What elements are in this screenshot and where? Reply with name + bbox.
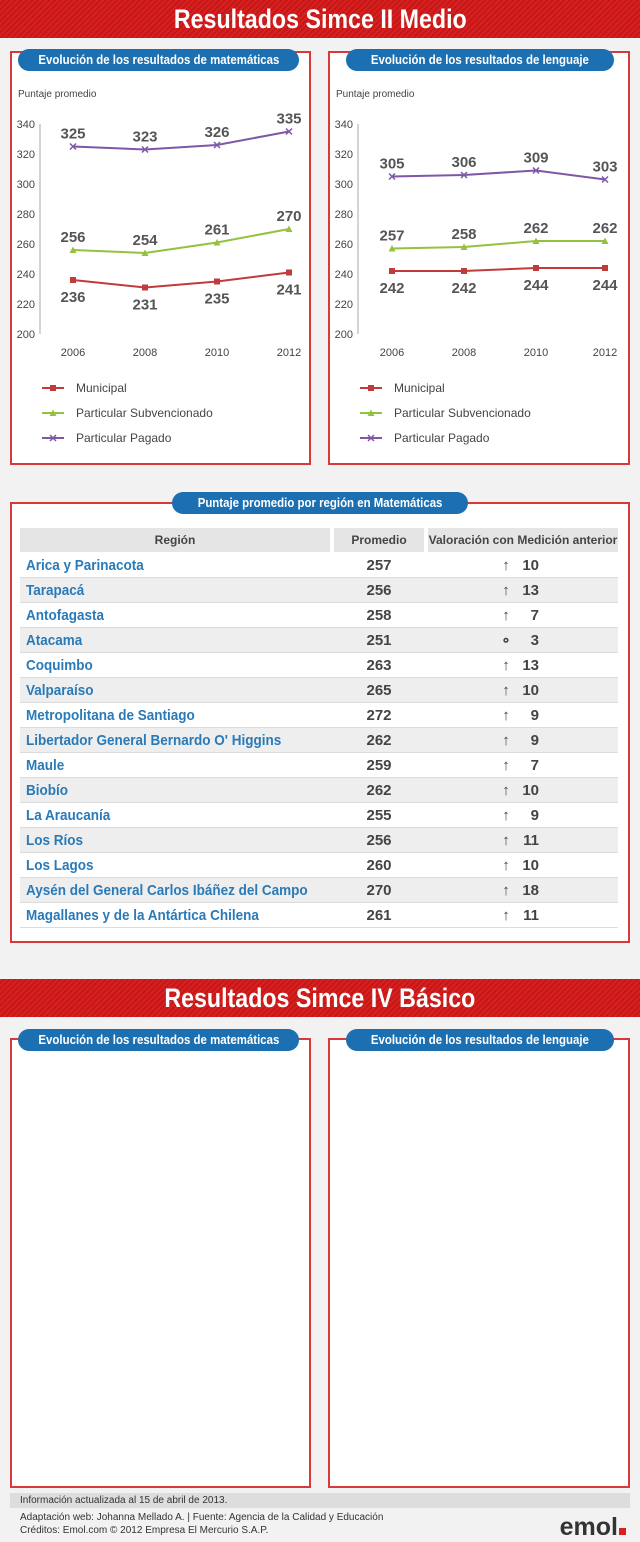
data-label: 326 [204, 124, 230, 141]
credits-line: Adaptación web: Johanna Mellado A. | Fuente: Agencia de la Calidad y Educación [20, 1512, 384, 1523]
footer [0, 1493, 640, 1542]
valoracion-value: 11 [523, 832, 539, 849]
promedio-value: 256 [366, 582, 392, 599]
y-tick-label: 340 [334, 119, 353, 131]
y-tick-label: 260 [334, 239, 353, 251]
chart-panel-math-iv [10, 1038, 311, 1488]
x-tick-label: 2010 [204, 347, 230, 359]
table-title: Puntaje promedio por región en Matemáticas [172, 492, 468, 514]
valoracion-value: 10 [522, 557, 539, 574]
trend-icon: ↑ [502, 832, 510, 849]
valoracion-value: 10 [522, 782, 539, 799]
region-name: Atacama [26, 632, 83, 649]
region-name: Magallanes y de la Antártica Chilena [26, 907, 259, 924]
trend-icon: ↑ [502, 707, 510, 724]
data-point [602, 265, 608, 271]
region-name: Maule [26, 757, 65, 774]
series-line-municipal [73, 273, 289, 288]
x-tick-label: 2008 [132, 347, 158, 359]
data-label: 244 [592, 277, 618, 294]
trend-icon: ↑ [502, 682, 510, 699]
region-name: Valparaíso [26, 682, 94, 699]
data-point [461, 268, 467, 274]
data-label: 258 [451, 226, 477, 243]
trend-icon: ↑ [502, 857, 510, 874]
y-tick-label: 200 [334, 329, 353, 341]
header-promedio: Promedio [334, 528, 424, 552]
promedio-value: 265 [366, 682, 392, 699]
legend-marker [368, 385, 374, 391]
data-point [70, 277, 76, 283]
data-label: 262 [592, 220, 618, 237]
trend-icon: ↑ [502, 882, 510, 899]
valoracion-value: 10 [522, 682, 539, 699]
legend-label: Particular Subvencionado [394, 406, 531, 420]
data-label: 325 [60, 125, 86, 143]
region-name: Biobío [26, 782, 68, 799]
promedio-value: 258 [366, 607, 392, 624]
trend-icon: ↑ [502, 807, 510, 824]
table-row [20, 553, 618, 578]
data-point [214, 279, 220, 285]
promedio-value: 263 [366, 657, 392, 674]
table-row [20, 853, 618, 878]
y-tick-label: 220 [16, 299, 35, 311]
data-label: 242 [451, 280, 477, 297]
legend-label: Particular Pagado [76, 431, 172, 445]
valoracion-value: 11 [523, 907, 539, 924]
trend-icon: ↑ [502, 657, 510, 674]
trend-icon: ↑ [502, 757, 510, 774]
promedio-value: 261 [366, 907, 392, 924]
valoracion-value: 3 [530, 632, 539, 649]
header-region: Región [20, 528, 330, 552]
legend-label: Municipal [394, 381, 445, 395]
chart-title: Evolución de los resultados de lenguaje [346, 1029, 614, 1051]
y-tick-label: 280 [16, 209, 35, 221]
table-row [20, 653, 618, 678]
y-axis-label: Puntaje promedio [18, 89, 97, 100]
y-tick-label: 200 [16, 329, 35, 341]
legend-label: Particular Pagado [394, 431, 490, 445]
data-label: 235 [204, 290, 230, 308]
legend-label: Municipal [76, 381, 127, 395]
legend-marker [50, 385, 56, 391]
data-label: 254 [132, 232, 158, 249]
valoracion-value: 10 [522, 857, 539, 874]
promedio-value: 259 [366, 757, 392, 774]
region-name: Tarapacá [26, 582, 85, 599]
series-line-particular-pagado [73, 132, 289, 150]
region-table [20, 528, 618, 933]
series-line-municipal [392, 268, 605, 271]
valoracion-value: 9 [530, 807, 539, 824]
chart-title: Evolución de los resultados de matemáticas [18, 1029, 299, 1051]
trend-icon: ∘ [501, 632, 511, 649]
data-point [533, 265, 539, 271]
y-tick-label: 260 [16, 239, 35, 251]
section-title: Resultados Simce IV Básico [164, 983, 476, 1013]
series-line-particular-pagado [392, 171, 605, 180]
y-tick-label: 300 [334, 179, 353, 191]
data-label: 236 [60, 289, 86, 306]
valoracion-value: 7 [530, 757, 539, 774]
promedio-value: 255 [366, 807, 392, 824]
data-label: 335 [276, 110, 302, 128]
valoracion-value: 9 [530, 707, 539, 724]
copyright-line: Créditos: Emol.com © 2012 Empresa El Mercurio S.A.P. [20, 1525, 269, 1536]
data-label: 309 [523, 149, 549, 167]
region-name: Los Lagos [26, 857, 94, 874]
data-label: 257 [379, 227, 405, 245]
table-row [20, 828, 618, 853]
region-name: La Araucanía [26, 807, 111, 824]
data-label: 323 [132, 128, 158, 146]
legend-label: Particular Subvencionado [76, 406, 213, 420]
trend-icon: ↑ [502, 557, 510, 574]
promedio-value: 262 [366, 732, 392, 749]
y-tick-label: 320 [16, 149, 35, 161]
y-tick-label: 320 [334, 149, 353, 161]
data-label: 244 [523, 277, 549, 294]
trend-icon: ↑ [502, 582, 510, 599]
chart-title: Evolución de los resultados de matemáticas [18, 49, 299, 71]
y-tick-label: 240 [16, 269, 35, 281]
chart-panel-lang-iv [328, 1038, 630, 1488]
data-label: 303 [592, 158, 618, 176]
x-tick-label: 2006 [379, 347, 405, 359]
table-row [20, 878, 618, 903]
data-label: 242 [379, 280, 405, 297]
region-name: Coquimbo [26, 657, 93, 674]
trend-icon: ↑ [502, 907, 510, 924]
update-note: Información actualizada al 15 de abril de 2013. [10, 1493, 630, 1508]
data-label: 270 [276, 208, 302, 225]
trend-icon: ↑ [502, 607, 510, 624]
data-point [389, 268, 395, 274]
promedio-value: 262 [366, 782, 392, 799]
x-tick-label: 2008 [451, 347, 477, 359]
emol-logo[interactable]: emol [560, 1513, 626, 1542]
section-banner-iv-basico [0, 979, 640, 1017]
promedio-value: 256 [366, 832, 392, 849]
header-valoracion: Valoración con Medición anterior [428, 528, 618, 552]
table-row [20, 628, 618, 653]
x-tick-label: 2010 [523, 347, 549, 359]
x-tick-label: 2012 [592, 347, 618, 359]
data-label: 306 [451, 154, 477, 171]
table-header [20, 528, 618, 552]
promedio-value: 270 [366, 882, 392, 899]
data-point [142, 285, 148, 291]
table-row [20, 803, 618, 828]
promedio-value: 260 [366, 857, 392, 874]
table-row [20, 578, 618, 603]
region-name: Metropolitana de Santiago [26, 707, 195, 724]
trend-icon: ↑ [502, 782, 510, 799]
valoracion-value: 13 [522, 582, 539, 599]
y-tick-label: 340 [16, 119, 35, 131]
series-line-particular-subvencionado [392, 241, 605, 249]
y-axis-label: Puntaje promedio [336, 89, 415, 100]
table-row [20, 753, 618, 778]
x-tick-label: 2006 [60, 347, 86, 359]
data-label: 261 [204, 221, 230, 239]
data-label: 305 [379, 155, 405, 173]
y-tick-label: 300 [16, 179, 35, 191]
y-tick-label: 240 [334, 269, 353, 281]
y-tick-label: 220 [334, 299, 353, 311]
valoracion-value: 13 [522, 657, 539, 674]
promedio-value: 251 [366, 632, 392, 649]
table-row [20, 728, 618, 753]
region-name: Libertador General Bernardo O' Higgins [26, 732, 282, 749]
promedio-value: 257 [366, 557, 392, 574]
table-row [20, 778, 618, 803]
section-title: Resultados Simce II Medio [173, 4, 467, 34]
trend-icon: ↑ [502, 732, 510, 749]
region-name: Los Ríos [26, 832, 84, 849]
data-label: 256 [60, 229, 86, 246]
promedio-value: 272 [366, 707, 392, 724]
valoracion-value: 9 [530, 732, 539, 749]
table-row [20, 903, 618, 928]
table-row [20, 678, 618, 703]
data-label: 231 [132, 296, 158, 314]
region-name: Aysén del General Carlos Ibáñez del Campo [26, 882, 308, 899]
x-tick-label: 2012 [276, 347, 302, 359]
valoracion-value: 7 [530, 607, 539, 624]
chart-title: Evolución de los resultados de lenguaje [346, 49, 614, 71]
data-label: 262 [523, 220, 549, 237]
region-name: Antofagasta [26, 607, 105, 624]
y-tick-label: 280 [334, 209, 353, 221]
data-point [286, 270, 292, 276]
table-row [20, 703, 618, 728]
data-label: 241 [276, 281, 302, 299]
series-line-particular-subvencionado [73, 229, 289, 253]
valoracion-value: 18 [522, 882, 539, 899]
table-row [20, 603, 618, 628]
region-name: Arica y Parinacota [26, 557, 144, 574]
